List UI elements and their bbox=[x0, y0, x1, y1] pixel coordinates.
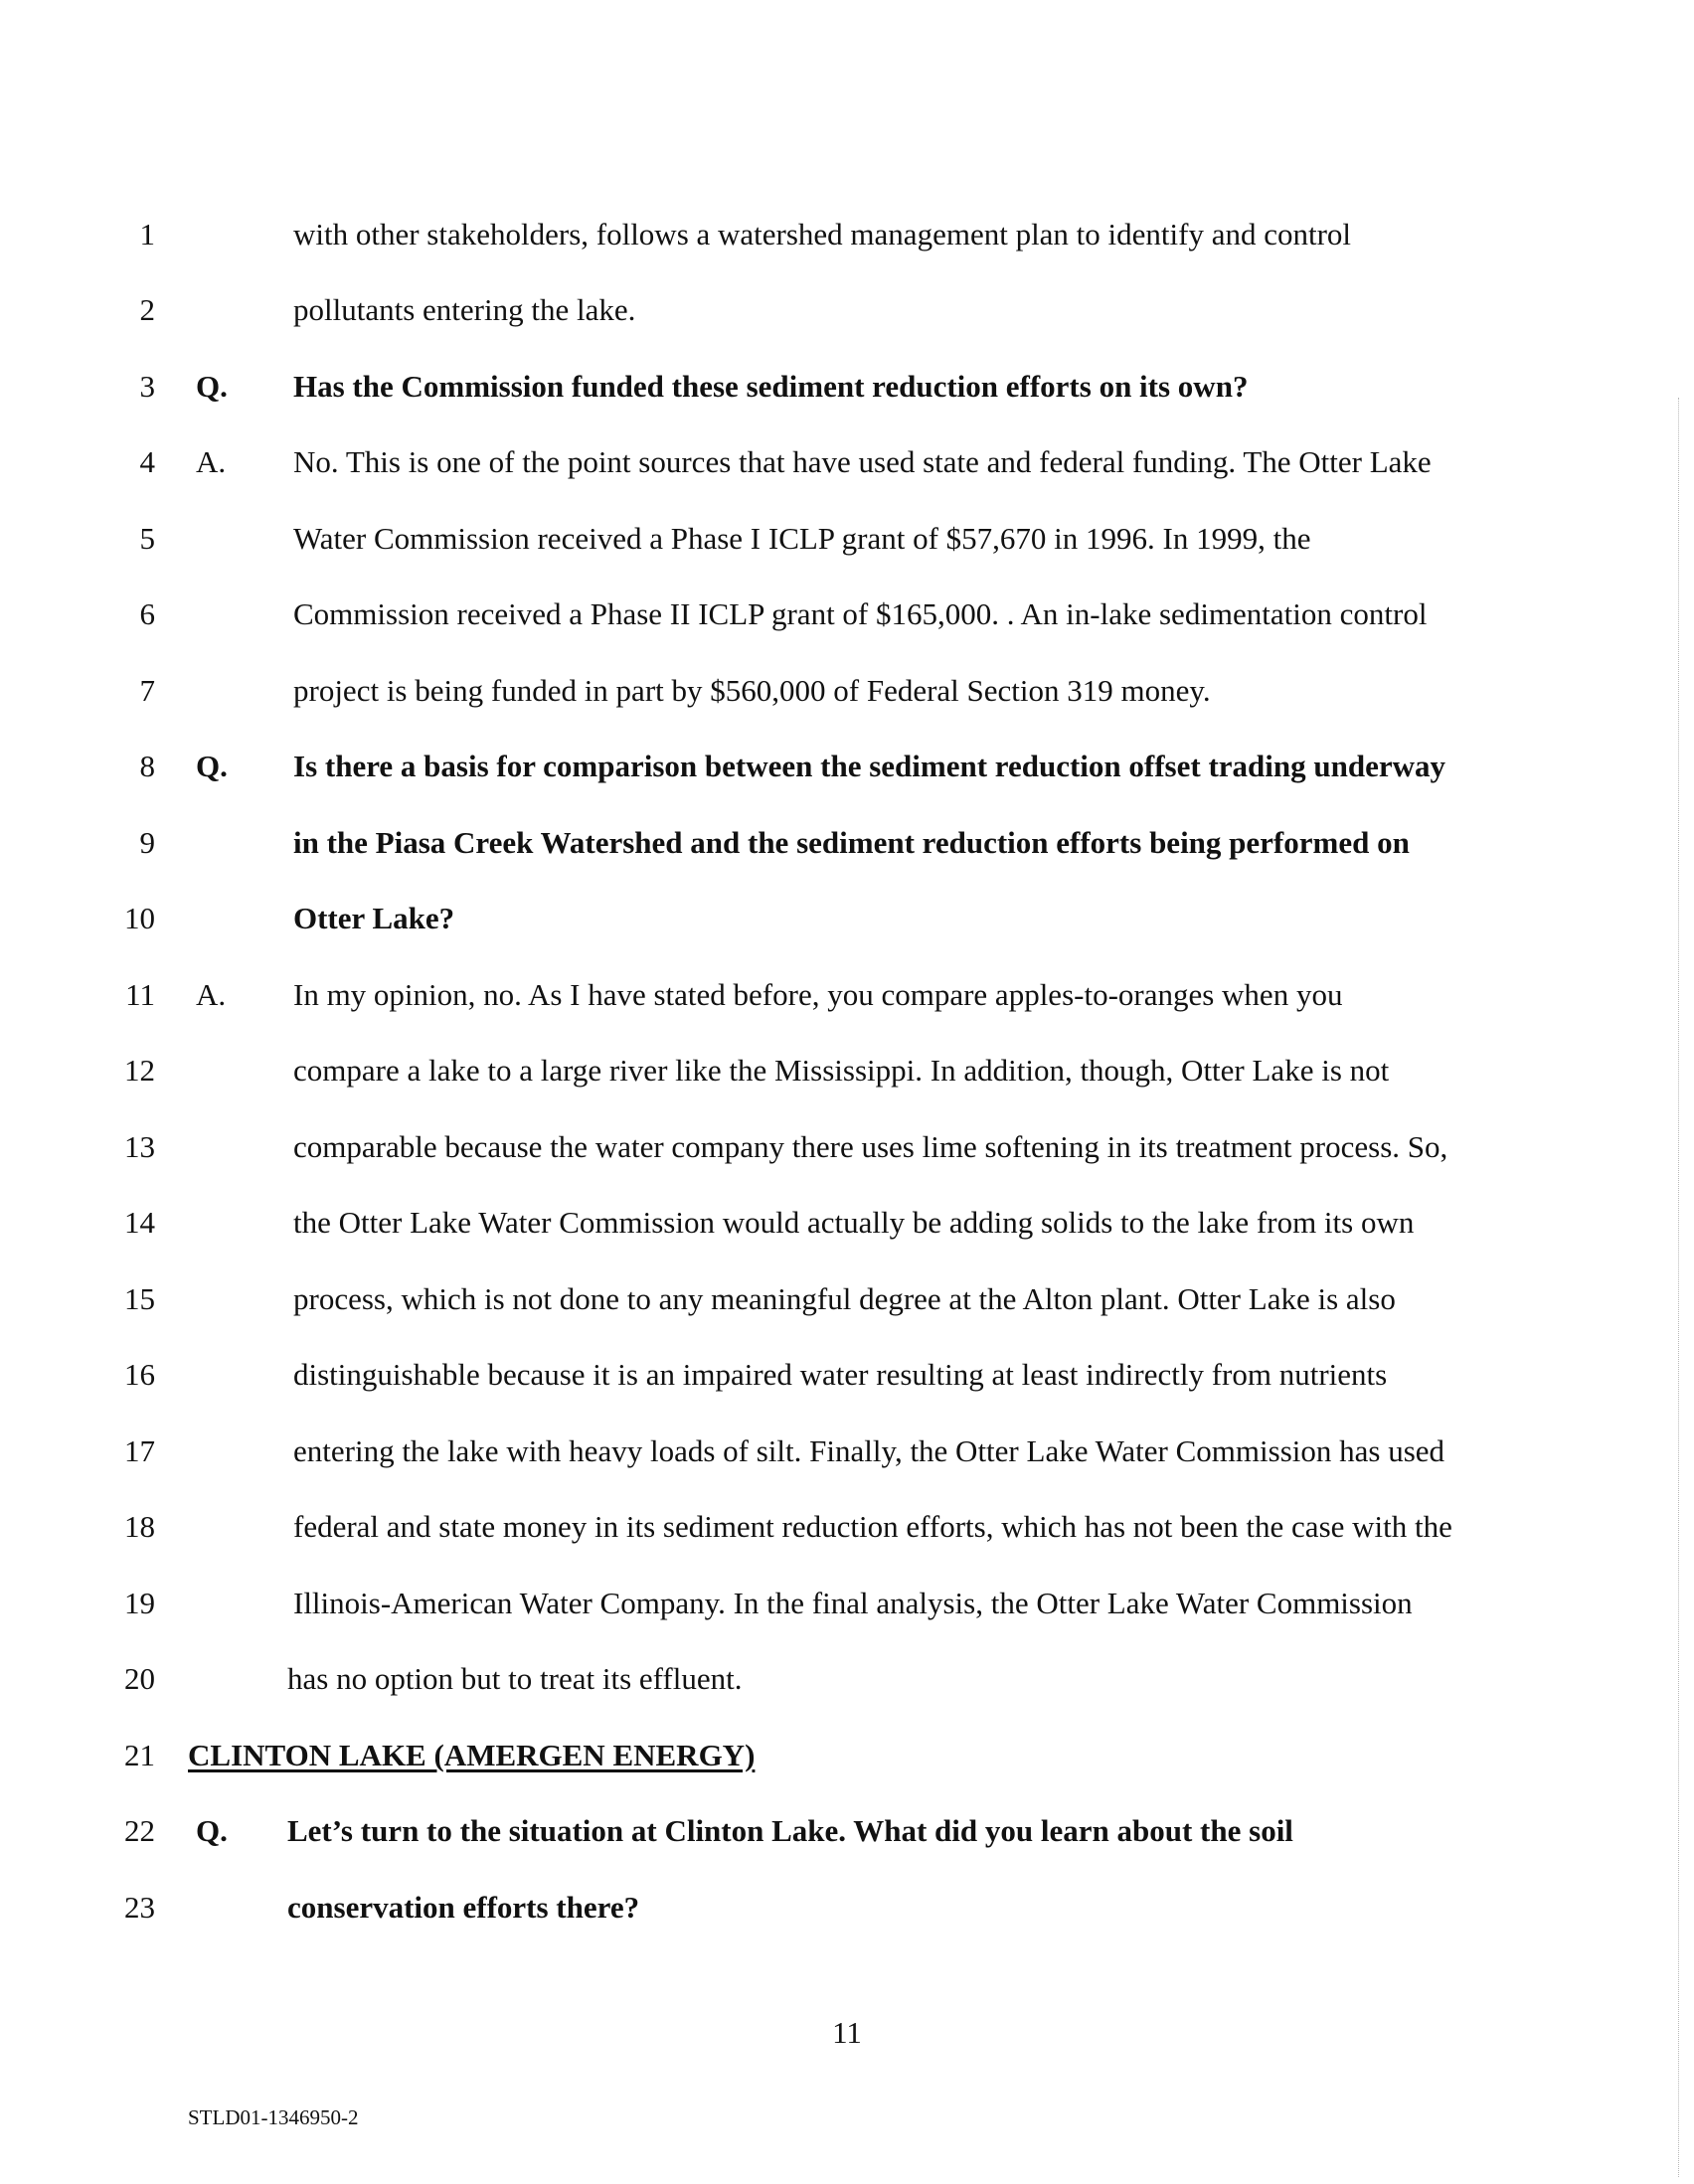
answer-marker: A. bbox=[196, 444, 227, 479]
line-number: 7 bbox=[139, 673, 155, 708]
question-marker: Q. bbox=[196, 749, 228, 783]
line-number: 17 bbox=[124, 1433, 155, 1468]
line-text: Illinois-American Water Company. In the final analysis, the Otter Lake Water Commission bbox=[293, 1586, 1413, 1620]
answer-marker: A. bbox=[196, 977, 227, 1012]
transcript-line bbox=[0, 509, 1694, 569]
answer-text: No. This is one of the point sources that have used state and federal funding. The Otter Lake bbox=[293, 444, 1432, 479]
line-text: has no option but to treat its effluent. bbox=[287, 1661, 743, 1696]
transcript-line bbox=[0, 661, 1694, 721]
transcript-line bbox=[0, 585, 1694, 644]
line-text: the Otter Lake Water Commission would actually be adding solids to the lake from its own bbox=[293, 1205, 1415, 1240]
line-text: comparable because the water company there uses lime softening in its treatment process. So, bbox=[293, 1129, 1448, 1164]
line-number: 4 bbox=[139, 444, 155, 479]
transcript-line bbox=[0, 1422, 1694, 1481]
transcript-line bbox=[0, 1345, 1694, 1405]
transcript-line bbox=[0, 1878, 1694, 1937]
line-number: 16 bbox=[124, 1357, 155, 1392]
answer-text: In my opinion, no. As I have stated before, you compare apples-to-oranges when you bbox=[293, 977, 1343, 1012]
question-text: conservation efforts there? bbox=[287, 1890, 640, 1925]
line-number: 22 bbox=[124, 1813, 155, 1848]
transcript-line bbox=[0, 1497, 1694, 1557]
transcript-line bbox=[0, 1117, 1694, 1177]
line-number: 2 bbox=[139, 292, 155, 327]
line-number: 8 bbox=[139, 749, 155, 783]
line-number: 19 bbox=[124, 1586, 155, 1620]
line-number: 12 bbox=[124, 1053, 155, 1088]
line-text: with other stakeholders, follows a watershed management plan to identify and control bbox=[293, 217, 1352, 252]
line-number: 14 bbox=[124, 1205, 155, 1240]
transcript-line bbox=[0, 205, 1694, 264]
line-number: 3 bbox=[139, 369, 155, 404]
line-text: compare a lake to a large river like the Mississippi. In addition, though, Otter Lake is not bbox=[293, 1053, 1390, 1088]
transcript-line bbox=[0, 1649, 1694, 1709]
line-number: 5 bbox=[139, 521, 155, 556]
transcript-line bbox=[0, 1193, 1694, 1253]
line-text: Commission received a Phase II ICLP grant of $165,000. . An in-lake sedimentation control bbox=[293, 596, 1428, 631]
line-number: 10 bbox=[124, 901, 155, 935]
transcript-line bbox=[0, 1574, 1694, 1633]
line-text: distinguishable because it is an impaired water resulting at least indirectly from nutrients bbox=[293, 1357, 1388, 1392]
transcript-line bbox=[0, 280, 1694, 340]
line-number: 13 bbox=[124, 1129, 155, 1164]
scan-edge-divider bbox=[1678, 398, 1679, 2177]
line-number: 20 bbox=[124, 1661, 155, 1696]
line-text: Water Commission received a Phase I ICLP grant of $57,670 in 1996. In 1999, the bbox=[293, 521, 1311, 556]
transcript-line bbox=[0, 1726, 1694, 1785]
transcript-line bbox=[0, 1041, 1694, 1100]
page-number: 11 bbox=[832, 2015, 862, 2050]
line-text: process, which is not done to any meaningful degree at the Alton plant. Otter Lake is also bbox=[293, 1281, 1396, 1316]
line-number: 21 bbox=[124, 1738, 155, 1772]
transcript-line bbox=[0, 357, 1694, 417]
line-number: 9 bbox=[139, 825, 155, 860]
line-number: 15 bbox=[124, 1281, 155, 1316]
line-number: 1 bbox=[139, 217, 155, 252]
transcript-line bbox=[0, 432, 1694, 492]
transcript-line bbox=[0, 1801, 1694, 1861]
transcript-line bbox=[0, 1269, 1694, 1329]
question-text: in the Piasa Creek Watershed and the sediment reduction efforts being performed on bbox=[293, 825, 1410, 860]
transcript-line bbox=[0, 813, 1694, 873]
question-marker: Q. bbox=[196, 1813, 228, 1848]
document-footer-id: STLD01-1346950-2 bbox=[188, 2105, 359, 2129]
question-text: Otter Lake? bbox=[293, 901, 455, 935]
question-text: Has the Commission funded these sediment reduction efforts on its own? bbox=[293, 369, 1249, 404]
line-number: 18 bbox=[124, 1509, 155, 1544]
section-heading: CLINTON LAKE (AMERGEN ENERGY) bbox=[188, 1738, 756, 1772]
transcript-line bbox=[0, 965, 1694, 1025]
line-text: entering the lake with heavy loads of silt. Finally, the Otter Lake Water Commission has used bbox=[293, 1433, 1445, 1468]
line-number: 23 bbox=[124, 1890, 155, 1925]
question-text: Let’s turn to the situation at Clinton Lake. What did you learn about the soil bbox=[287, 1813, 1293, 1848]
line-number: 6 bbox=[139, 596, 155, 631]
line-number: 11 bbox=[125, 977, 155, 1012]
transcript-line bbox=[0, 889, 1694, 948]
line-text: pollutants entering the lake. bbox=[293, 292, 636, 327]
transcript-line bbox=[0, 737, 1694, 796]
question-text: Is there a basis for comparison between the sediment reduction offset trading underway bbox=[293, 749, 1446, 783]
line-text: federal and state money in its sediment reduction efforts, which has not been the case with the bbox=[293, 1509, 1452, 1544]
line-text: project is being funded in part by $560,000 of Federal Section 319 money. bbox=[293, 673, 1211, 708]
question-marker: Q. bbox=[196, 369, 228, 404]
